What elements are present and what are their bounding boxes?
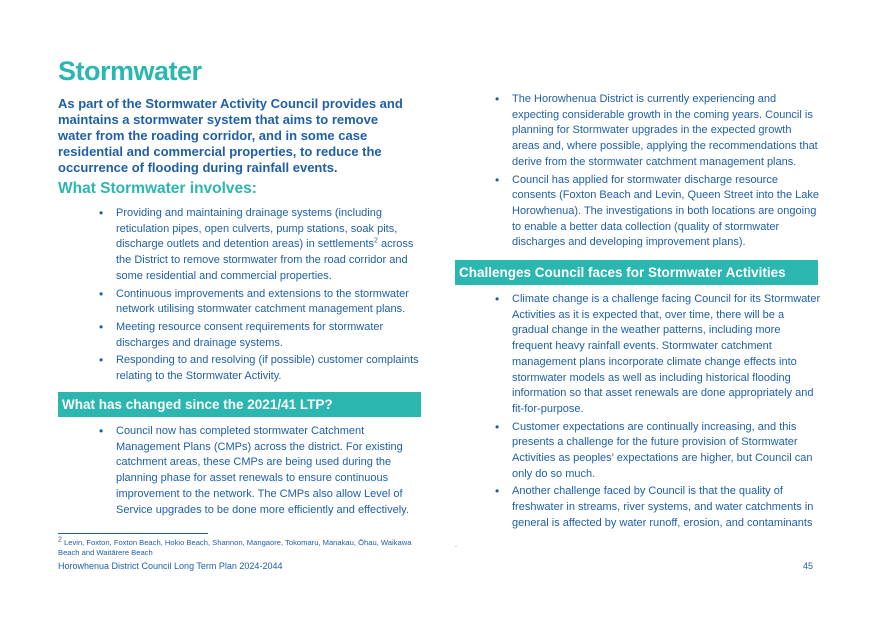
- list-item: • Council has applied for stormwater discharge resource consents (Foxton Beach and Levin, Queen Street into the Lake Horowhenua). The investigations in both locations are ongoing to enable a better data collection (quality of stormwater discharges and developing improvement plans).: [492, 173, 820, 252]
- list-item: • The Horowhenua District is currently experiencing and expecting considerable growth in the coming years. Council is planning for Stormwater upgrades in the expected growth areas and, where possible, applying the recommendations that derive from the stormwater catchment management plans.: [492, 92, 820, 171]
- page-title: Stormwater: [58, 56, 202, 86]
- footnote-divider: [58, 533, 208, 534]
- list-item: [96, 206, 426, 285]
- list-item: • Continuous improvements and extensions to the stormwater network utilising stormwater catchment management plans.: [96, 287, 426, 318]
- challenges-banner: [455, 260, 818, 285]
- changed-banner: [58, 392, 421, 417]
- stray-mark: .: [455, 542, 457, 549]
- involves-item-text: across the District to remove stormwater from the road corridor and some residential and commercial properties.: [116, 238, 414, 282]
- involves-heading: What Stormwater involves:: [58, 180, 257, 197]
- challenges-heading: Challenges Council faces for Stormwater Activities: [459, 265, 786, 280]
- footnote: [58, 538, 418, 558]
- list-item: • Council now has completed stormwater Catchment Management Plans (CMPs) across the district. For existing catchment areas, these CMPs are being used during the planning phase for asset renewals to ensure continuous improvement to the network. The CMPs also allow Level of Service upgrades to be done more efficiently and effectively.: [96, 424, 422, 518]
- list-item: • Responding to and resolving (if possible) customer complaints relating to the Stormwater Activity.: [96, 353, 426, 384]
- footer-title: Horowhenua District Council Long Term Plan 2024-2044: [58, 561, 283, 571]
- intro-paragraph: As part of the Stormwater Activity Council provides and maintains a stormwater system that aims to remove water from the roading corridor, and in some case residential and commercial properties, to reduce the occurrence of flooding during rainfall events.: [58, 96, 403, 175]
- challenges-list: [492, 292, 822, 534]
- list-item: • Customer expectations are continually increasing, and this presents a challenge for the future provision of Stormwater Activities as peoples’ expectations are higher, but Council can only do so much.: [492, 420, 822, 483]
- involves-item-text: Providing and maintaining drainage systems (including reticulation pipes, open culverts, pump stations, soak pits, discharge outlets and detention areas) in settlements: [116, 207, 398, 251]
- changed-heading: What has changed since the 2021/41 LTP?: [62, 397, 333, 412]
- list-item: • Another challenge faced by Council is that the quality of freshwater in streams, river systems, and water catchments in general is affected by water runoff, erosion, and contaminants: [492, 484, 822, 531]
- changed-list: [96, 424, 422, 520]
- involves-list: [96, 206, 426, 387]
- list-item: • Climate change is a challenge facing Council for its Stormwater Activities as it is expected that, over time, there will be a gradual change in the weather patterns, including more frequent heavy rainfall events. Stormwater catchment management plans incorporate climate change effects into stormwater models as well as including historical flooding information so that asset renewals are done appropriately and fit-for-purpose.: [492, 292, 822, 418]
- right-top-list: [492, 92, 820, 253]
- footnote-reference[interactable]: 2: [374, 237, 378, 245]
- page-number: 45: [803, 561, 814, 571]
- footnote-text: Levin, Foxton, Foxton Beach, Hokio Beach, Shannon, Mangaore, Tokomaru, Manakau, Ōhau, Waikawa Beach and Waitārere Beach: [58, 538, 412, 557]
- footnote-number: 2: [58, 536, 62, 544]
- list-item: • Meeting resource consent requirements for stormwater discharges and drainage systems.: [96, 320, 426, 351]
